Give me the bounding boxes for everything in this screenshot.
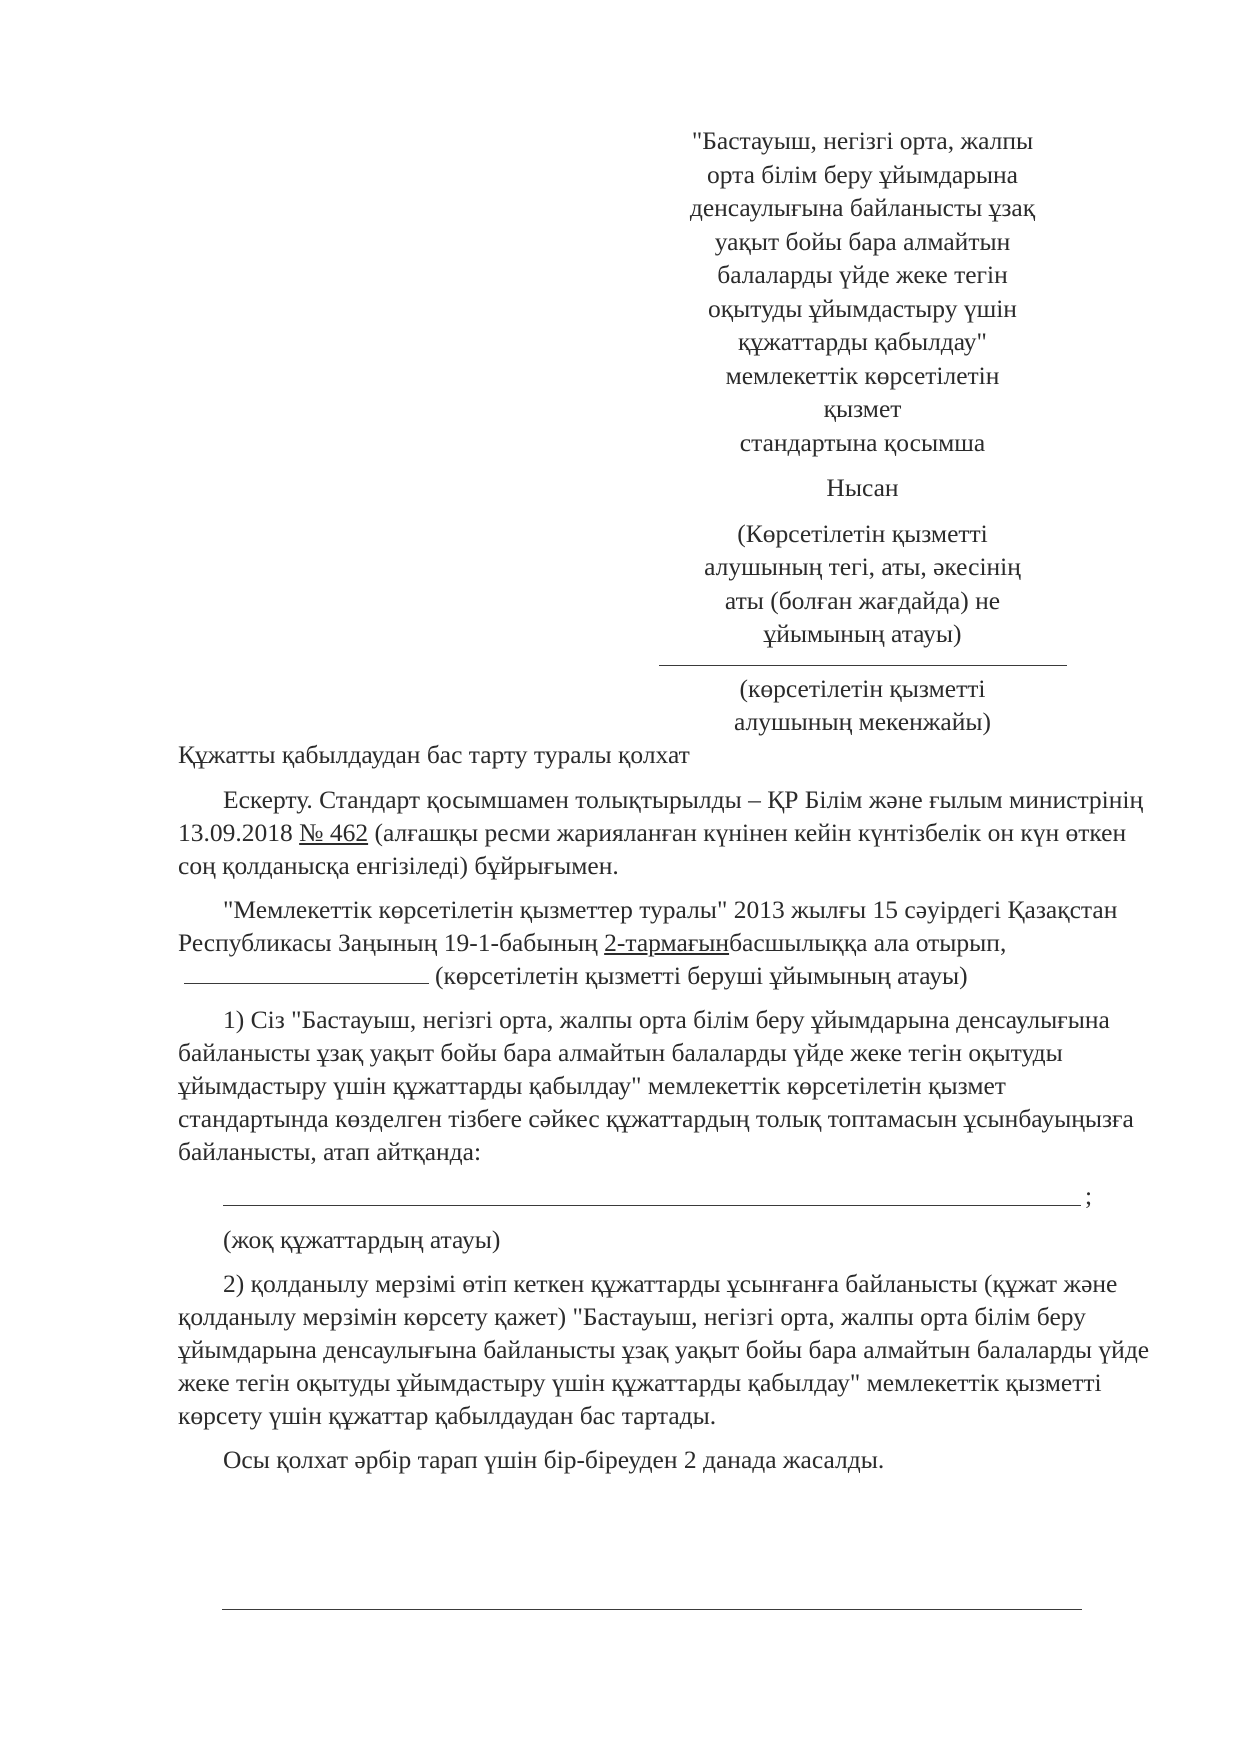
line-end-semicolon: ;	[1085, 1181, 1093, 1210]
law-paragraph	[178, 893, 1158, 992]
copies-paragraph: Осы қолхат әрбір тарап үшін бір-біреуден 2 данада жасалды.	[223, 1445, 885, 1474]
amendment-note	[178, 783, 1158, 882]
signature-blank-line	[222, 1609, 1082, 1610]
recipient-name-caption	[640, 517, 1085, 651]
note-text: Ескерту. Стандарт қосымшамен толықтырылды – ҚР Білім және ғылым министрінің 13.09.2018	[178, 785, 1144, 847]
missing-docs-blank	[223, 1179, 1158, 1212]
provider-name-blank	[184, 961, 429, 984]
annex-line: стандартына қосымша	[739, 427, 986, 457]
annex-line: орта білім беру ұйымдарына	[707, 159, 1018, 189]
address-line: алушының мекенжайы)	[734, 707, 991, 736]
form-label: Нысан	[826, 473, 899, 502]
law-text: "Мемлекеттік көрсетілетін қызметтер туралы" 2013 жылғы 15 сәуірдегі Қазақстан Республикасы Заңының 19-1-бабының	[178, 895, 1118, 957]
law-text-end: (көрсетілетін қызметті беруші ұйымының атауы)	[435, 961, 968, 990]
law-text-middle: басшылыққа ала отырып,	[729, 928, 1007, 957]
annex-header	[640, 124, 1085, 739]
recipient-address-caption	[640, 672, 1085, 739]
recipient-line: алушының тегі, аты, әкесінің	[704, 552, 1021, 581]
item-1-paragraph: 1) Сіз "Бастауыш, негізгі орта, жалпы орта білім беру ұйымдарына денсаулығына байланысты ұзақ уақыт бойы бара алмайтын балаларды үйде жеке тегін оқытуды ұйымдастыру үшін құжаттарды қабылдау" мемлекеттік көрсетілетін қызмет стандартында көзделген тізбеге сәйкес құжаттардың толық топтамасын ұсынбауыңызға байланысты, атап айтқанда:	[178, 1005, 1134, 1166]
annex-line: "Бастауыш, негізгі орта, жалпы	[691, 126, 1034, 155]
recipient-line: аты (болған жағдайда) не	[724, 585, 1001, 615]
annex-line: балаларды үйде жеке тегін	[717, 260, 1008, 289]
order-link[interactable]: № 462	[299, 818, 369, 847]
recipient-line: (Көрсетілетін қызметті	[737, 518, 988, 548]
recipient-line: ұйымының атауы)	[763, 619, 962, 648]
annex-line: оқытуды ұйымдастыру үшін	[708, 293, 1017, 323]
annex-standard-reference	[640, 124, 1085, 459]
item-2-paragraph: 2) қолданылу мерзімі өтіп кеткен құжаттарды ұсынғанға байланысты (құжат және қолданылу мерзімін көрсету қажет) "Бастауыш, негізгі орта, жалпы орта білім беру ұйымдарына денсаулығына байланысты ұзақ уақыт бойы бара алмайтын балаларды үйде жеке тегін оқытуды ұйымдастыру үшін құжаттарды қабылдау" мемлекеттік қызметті көрсету үшін құжаттар қабылдаудан бас тартады.	[178, 1269, 1150, 1430]
annex-line: уақыт бойы бара алмайтын	[714, 226, 1011, 256]
address-line: (көрсетілетін қызметті	[739, 673, 986, 703]
annex-line: қызмет	[823, 394, 902, 423]
annex-line: мемлекеттік көрсетілетін	[725, 360, 1000, 390]
document-body	[178, 738, 1158, 1487]
note-text-end: (алғашқы ресми жарияланған күнінен кейін күнтізбелік он күн өткен соң қолданысқа енгізіледі) бұйрығымен.	[178, 818, 1127, 880]
article-link[interactable]: 2-тармағын	[604, 928, 730, 957]
address-blank-line	[659, 665, 1067, 666]
annex-line: денсаулығына байланысты ұзақ	[689, 193, 1036, 222]
missing-docs-caption: (жоқ құжаттардың атауы)	[223, 1225, 501, 1254]
document-title: Құжатты қабылдаудан бас тарту туралы қолхат	[178, 740, 690, 769]
missing-docs-line	[223, 1205, 1081, 1206]
annex-line: құжаттарды қабылдау"	[738, 327, 987, 356]
